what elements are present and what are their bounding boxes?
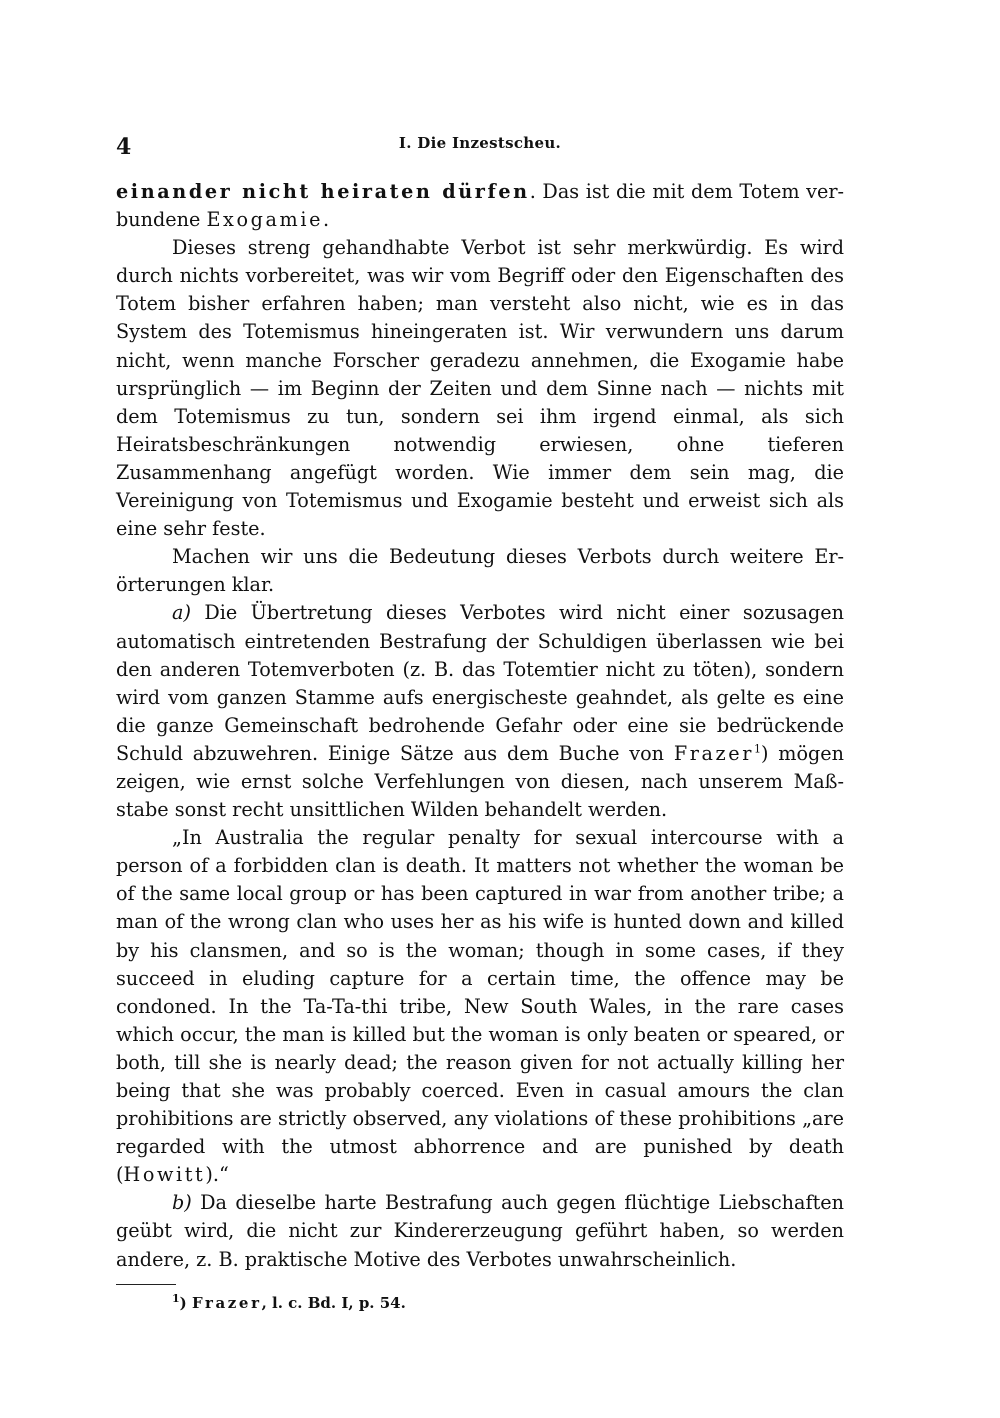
page-number: 4 xyxy=(116,134,132,160)
paragraph-1 xyxy=(116,178,844,234)
footnote-text: , l. c. Bd. I, p. 54. xyxy=(261,1293,406,1312)
paragraph-text: ) mögen zeigen, wie ernst solche Verfehlungen von diesen, nach unserem Maßstabe sonst recht unsittlichen Wilden behandelt werden. xyxy=(116,741,844,822)
paragraph-text: . Das ist die mit dem Totem verbundene xyxy=(116,180,844,232)
paragraph-text: „In Australia the regular penalty for sexual intercourse with a person of a forbidden clan is death. It matters not whether the woman be of the same local group or has been captured in war from another tribe; a man of the wrong clan who uses her as his wife is hunted down and killed by his clansmen, and so is the woman; though in some cases, if they succeed in eluding capture for a certain time, the offence may be condoned. In the Ta-Ta-thi tribe, New South Wales, in the rare cases which occur, the man is killed but the woman is only beaten or speared, or both, till she is nearly dead; the reason given for not actually killing her being that she was probably coerced. Even in casual amours the clan prohibitions are strictly observed, any violations of these prohibitions „are regarded with the utmost abhorrence and are punished by death ( xyxy=(116,826,844,1187)
footnote-marker: 1 xyxy=(172,1291,180,1305)
footnote-paren: ) xyxy=(179,1293,187,1312)
footnote-divider xyxy=(116,1284,176,1285)
footnote-reference[interactable]: 1 xyxy=(753,742,761,756)
list-label: a) xyxy=(172,601,191,625)
paragraph-5-quotation xyxy=(116,824,844,1189)
paragraph-4 xyxy=(116,599,844,824)
paragraph-text: . xyxy=(323,208,330,232)
emphasis-text: einander nicht heiraten dürfen xyxy=(116,180,530,203)
page-body xyxy=(116,178,844,1274)
book-page xyxy=(116,128,844,1313)
running-head: I. Die Inzestscheu. xyxy=(398,134,562,152)
paragraph-2: Dieses streng gehandhabte Verbot ist sehr merkwürdig. Es wird durch nichts vorbereitet, was wir vom Begriff oder den Eigenschaften des Totem bisher erfahren haben; man versteht also nicht, wie es in das System des Totemismus hineingeraten ist. Wir verwundern uns darum nicht, wenn manche Forscher geradezu annehmen, die Exogamie habe ursprünglich — im Beginn der Zeiten und dem Sinne nach — nichts mit dem Totemismus zu tun, sondern sei ihm irgend einmal, als sich Heiratsbeschränkungen notwendig erwiesen, ohne tieferen Zusammenhang angefügt worden. Wie immer dem sein mag, die Vereinigung von Totemismus und Exogamie besteht und erweist sich als eine sehr feste. xyxy=(116,236,844,541)
paragraph-6 xyxy=(116,1189,844,1273)
emphasis-text: Exogamie xyxy=(206,208,324,232)
author-name: Frazer xyxy=(673,741,754,765)
paragraph-text: ).“ xyxy=(205,1163,229,1187)
page-header xyxy=(116,128,844,168)
paragraph-text: Die Übertretung dieses Verbotes wird nicht einer sozusagen automatisch eintretenden Bestrafung der Schuldigen überlassen wie bei den anderen Totemverboten (z. B. das Totemtier nicht zu töten), sondern wird vom ganzen Stamme aufs energischeste geahndet, als gelte es eine die ganze Gemeinschaft bedrohende Gefahr oder eine sie bedrückende Schuld abzuwehren. Einige Sätze aus dem Buche von xyxy=(116,601,844,765)
paragraph-text: Da dieselbe harte Bestrafung auch gegen flüchtige Liebschaften geübt wird, die nicht zur Kindererzeugung geführt haben, so werden andere, z. B. praktische Motive des Verbotes unwahrscheinlich. xyxy=(116,1191,844,1271)
paragraph-3: Machen wir uns die Bedeutung dieses Verbots durch weitere Erörterungen klar. xyxy=(116,545,844,597)
author-name: Frazer xyxy=(192,1293,262,1312)
author-name: Howitt xyxy=(123,1163,206,1187)
footnote xyxy=(116,1293,844,1313)
list-label: b) xyxy=(172,1191,192,1215)
